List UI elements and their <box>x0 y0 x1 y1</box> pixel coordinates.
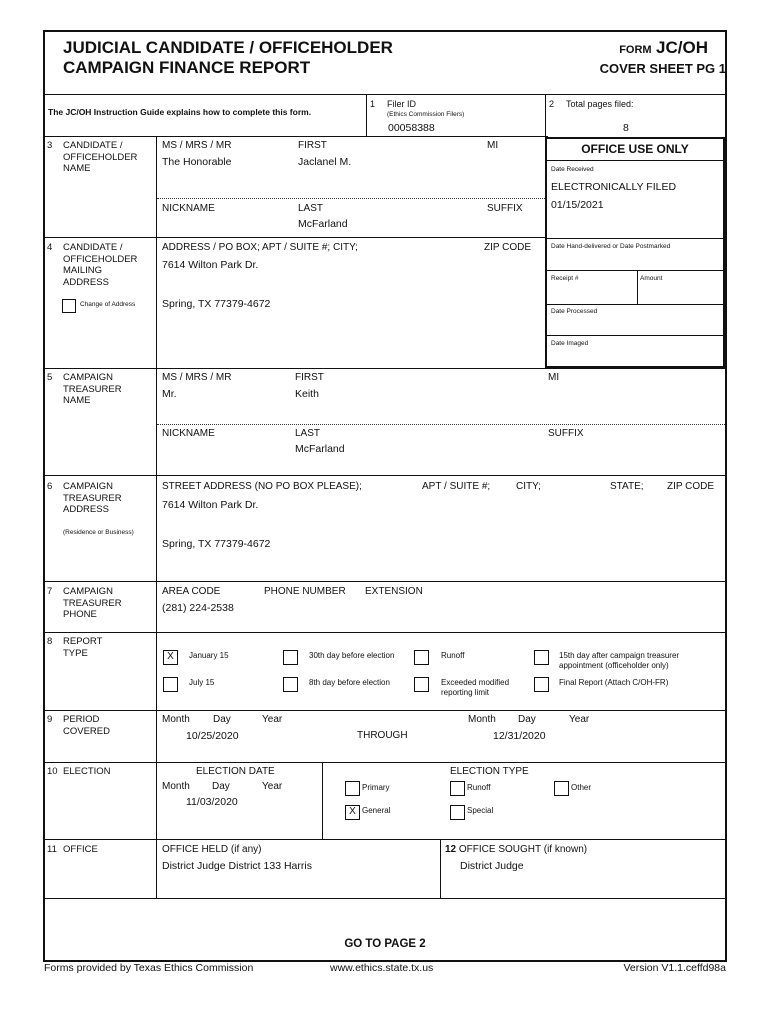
office-sought-label: 12 OFFICE SOUGHT (if known) <box>445 844 588 855</box>
election-runoff-label: Runoff <box>467 783 491 792</box>
area-code-label: AREA CODE <box>162 586 221 597</box>
cover-sheet-label: COVER SHEET PG 1 <box>599 61 726 76</box>
treasurer-title-label: MS / MRS / MR <box>162 372 232 383</box>
section-3-label: CANDIDATE / OFFICEHOLDER NAME <box>63 140 138 174</box>
period-to-value[interactable]: 12/31/2020 <box>493 730 546 742</box>
mailing-address-label: ADDRESS / PO BOX; APT / SUITE #; CITY; <box>162 242 358 253</box>
report-8th-day-checkbox[interactable] <box>283 677 298 692</box>
form-code-value: JC/OH <box>656 38 708 57</box>
report-july-label: July 15 <box>189 678 215 687</box>
treasurer-nickname-label: NICKNAME <box>162 428 215 439</box>
treasurer-suffix-label: SUFFIX <box>548 428 584 439</box>
election-date-value[interactable]: 11/03/2020 <box>186 796 238 808</box>
section-10-label: ELECTION <box>63 766 111 777</box>
treasurer-street-value[interactable]: 7614 Wilton Park Dr. <box>162 499 259 511</box>
form-title <box>63 38 393 78</box>
election-general-label: General <box>362 806 391 815</box>
office-held-value[interactable]: District Judge District 133 Harris <box>162 860 312 872</box>
date-received-value: 01/15/2021 <box>551 199 604 211</box>
section-6-label: CAMPAIGN TREASURER ADDRESS <box>63 481 122 515</box>
period-to-year-label: Year <box>569 714 590 725</box>
treasurer-last-label: LAST <box>295 428 321 439</box>
section-10-num: 10 <box>47 766 58 777</box>
candidate-mi-label: MI <box>487 140 499 151</box>
change-of-address-checkbox[interactable] <box>62 299 76 313</box>
election-primary-label: Primary <box>362 783 390 792</box>
treasurer-last-value[interactable]: McFarland <box>295 443 345 455</box>
report-15th-day-label: 15th day after campaign treasurer appointment (officeholder only) <box>559 651 680 670</box>
candidate-last-label: LAST <box>298 203 324 214</box>
candidate-title-label: MS / MRS / MR <box>162 140 232 151</box>
election-general-checkbox[interactable]: X <box>345 805 360 820</box>
mailing-address-value[interactable]: 7614 Wilton Park Dr. <box>162 259 259 271</box>
election-other-checkbox[interactable] <box>554 781 569 796</box>
report-final-checkbox[interactable] <box>534 677 549 692</box>
period-to-day-label: Day <box>518 714 536 725</box>
period-from-month-label: Month <box>162 714 190 725</box>
candidate-last-value[interactable]: McFarland <box>298 218 348 230</box>
section-4-label: CANDIDATE / OFFICEHOLDER MAILING ADDRESS <box>63 242 138 288</box>
form-word: FORM <box>619 44 652 56</box>
total-pages-value[interactable]: 8 <box>623 122 629 134</box>
section-6-num: 6 <box>47 481 53 492</box>
election-month-label: Month <box>162 781 190 792</box>
report-final-label: Final Report (Attach C/OH-FR) <box>559 678 669 687</box>
election-primary-checkbox[interactable] <box>345 781 360 796</box>
office-held-label: OFFICE HELD (if any) <box>162 844 262 855</box>
treasurer-city-label: CITY; <box>516 481 541 492</box>
mailing-city-value[interactable]: Spring, TX 77379-4672 <box>162 298 271 310</box>
treasurer-apt-label: APT / SUITE #; <box>422 481 491 492</box>
filer-id-num: 1 <box>370 99 376 109</box>
form-code <box>619 38 708 58</box>
election-special-checkbox[interactable] <box>450 805 465 820</box>
report-30th-day-label: 30th day before election <box>309 651 395 660</box>
election-runoff-checkbox[interactable] <box>450 781 465 796</box>
treasurer-title-value[interactable]: Mr. <box>162 388 177 400</box>
period-from-value[interactable]: 10/25/2020 <box>186 730 239 742</box>
period-from-day-label: Day <box>213 714 231 725</box>
mailing-zip-label: ZIP CODE <box>484 242 532 253</box>
election-other-label: Other <box>571 783 592 792</box>
candidate-first-label: FIRST <box>298 140 327 151</box>
report-runoff-label: Runoff <box>441 651 465 660</box>
filer-id-value[interactable]: 00058388 <box>388 122 435 134</box>
treasurer-mi-label: MI <box>548 372 560 383</box>
report-exceeded-label: Exceeded modified reporting limit <box>441 678 510 697</box>
election-special-label: Special <box>467 806 494 815</box>
report-runoff-checkbox[interactable] <box>414 650 429 665</box>
report-15th-day-checkbox[interactable] <box>534 650 549 665</box>
filer-id-sub: (Ethics Commission Filers) <box>387 111 465 118</box>
treasurer-first-value[interactable]: Keith <box>295 388 319 400</box>
form-title-line2: CAMPAIGN FINANCE REPORT <box>63 58 311 77</box>
amount-label: Amount <box>640 275 663 282</box>
total-pages-num: 2 <box>549 99 555 109</box>
section-9-label: PERIOD COVERED <box>63 714 110 737</box>
filer-id-label: Filer ID <box>387 99 416 109</box>
treasurer-first-label: FIRST <box>295 372 324 383</box>
footer-version: Version V1.1.ceffd98a <box>623 962 726 974</box>
section-11-label: OFFICE <box>63 844 98 855</box>
form-title-line1: JUDICIAL CANDIDATE / OFFICEHOLDER <box>63 38 393 57</box>
instructions-text: The JC/OH Instruction Guide explains how to complete this form. <box>48 107 312 117</box>
section-11-num: 11 <box>47 844 57 855</box>
section-8-label: REPORT TYPE <box>63 636 103 659</box>
election-year-label: Year <box>262 781 283 792</box>
report-january-checkbox[interactable]: X <box>163 650 178 665</box>
change-of-address-label: Change of Address <box>80 301 136 308</box>
report-exceeded-checkbox[interactable] <box>414 677 429 692</box>
treasurer-zip-label: ZIP CODE <box>667 481 715 492</box>
total-pages-label: Total pages filed: <box>566 99 634 109</box>
date-received-label: Date Received <box>551 166 594 173</box>
report-july-checkbox[interactable] <box>163 677 178 692</box>
office-use-title: OFFICE USE ONLY <box>581 142 689 156</box>
period-from-year-label: Year <box>262 714 283 725</box>
report-30th-day-checkbox[interactable] <box>283 650 298 665</box>
footer-url: www.ethics.state.tx.us <box>330 962 434 974</box>
date-received-text: ELECTRONICALLY FILED <box>551 181 677 193</box>
report-8th-day-label: 8th day before election <box>309 678 390 687</box>
treasurer-street-label: STREET ADDRESS (NO PO BOX PLEASE); <box>162 481 362 492</box>
section-3-num: 3 <box>47 140 53 151</box>
election-type-title: ELECTION TYPE <box>450 766 529 777</box>
footer-left: Forms provided by Texas Ethics Commission <box>44 962 254 974</box>
section-8-num: 8 <box>47 636 53 647</box>
section-5-label: CAMPAIGN TREASURER NAME <box>63 372 122 406</box>
date-imaged-label: Date Imaged <box>551 340 589 347</box>
extension-label: EXTENSION <box>365 586 423 597</box>
section-12-num: 12 <box>445 844 457 855</box>
candidate-title-value[interactable]: The Honorable <box>162 156 232 168</box>
treasurer-phone-value[interactable]: (281) 224-2538 <box>162 602 234 614</box>
hand-delivered-label: Date Hand-delivered or Date Postmarked <box>551 243 671 250</box>
section-9-num: 9 <box>47 714 53 725</box>
period-through-label: THROUGH <box>357 730 408 741</box>
date-processed-label: Date Processed <box>551 308 598 315</box>
candidate-nickname-label: NICKNAME <box>162 203 215 214</box>
go-to-page-2: GO TO PAGE 2 <box>344 938 426 950</box>
section-4-num: 4 <box>47 242 53 253</box>
section-6-sub: (Residence or Business) <box>63 529 134 536</box>
election-date-title: ELECTION DATE <box>196 766 275 777</box>
receipt-label: Receipt # <box>551 275 579 282</box>
election-day-label: Day <box>212 781 230 792</box>
candidate-suffix-label: SUFFIX <box>487 203 523 214</box>
candidate-first-value[interactable]: Jaclanel M. <box>298 156 352 168</box>
section-7-label: CAMPAIGN TREASURER PHONE <box>63 586 122 620</box>
office-sought-value[interactable]: District Judge <box>460 860 524 872</box>
period-to-month-label: Month <box>468 714 496 725</box>
treasurer-city-value[interactable]: Spring, TX 77379-4672 <box>162 538 271 550</box>
section-7-num: 7 <box>47 586 53 597</box>
treasurer-state-label: STATE; <box>610 481 644 492</box>
phone-number-label: PHONE NUMBER <box>264 586 346 597</box>
section-5-num: 5 <box>47 372 53 383</box>
report-january-label: January 15 <box>189 651 229 660</box>
